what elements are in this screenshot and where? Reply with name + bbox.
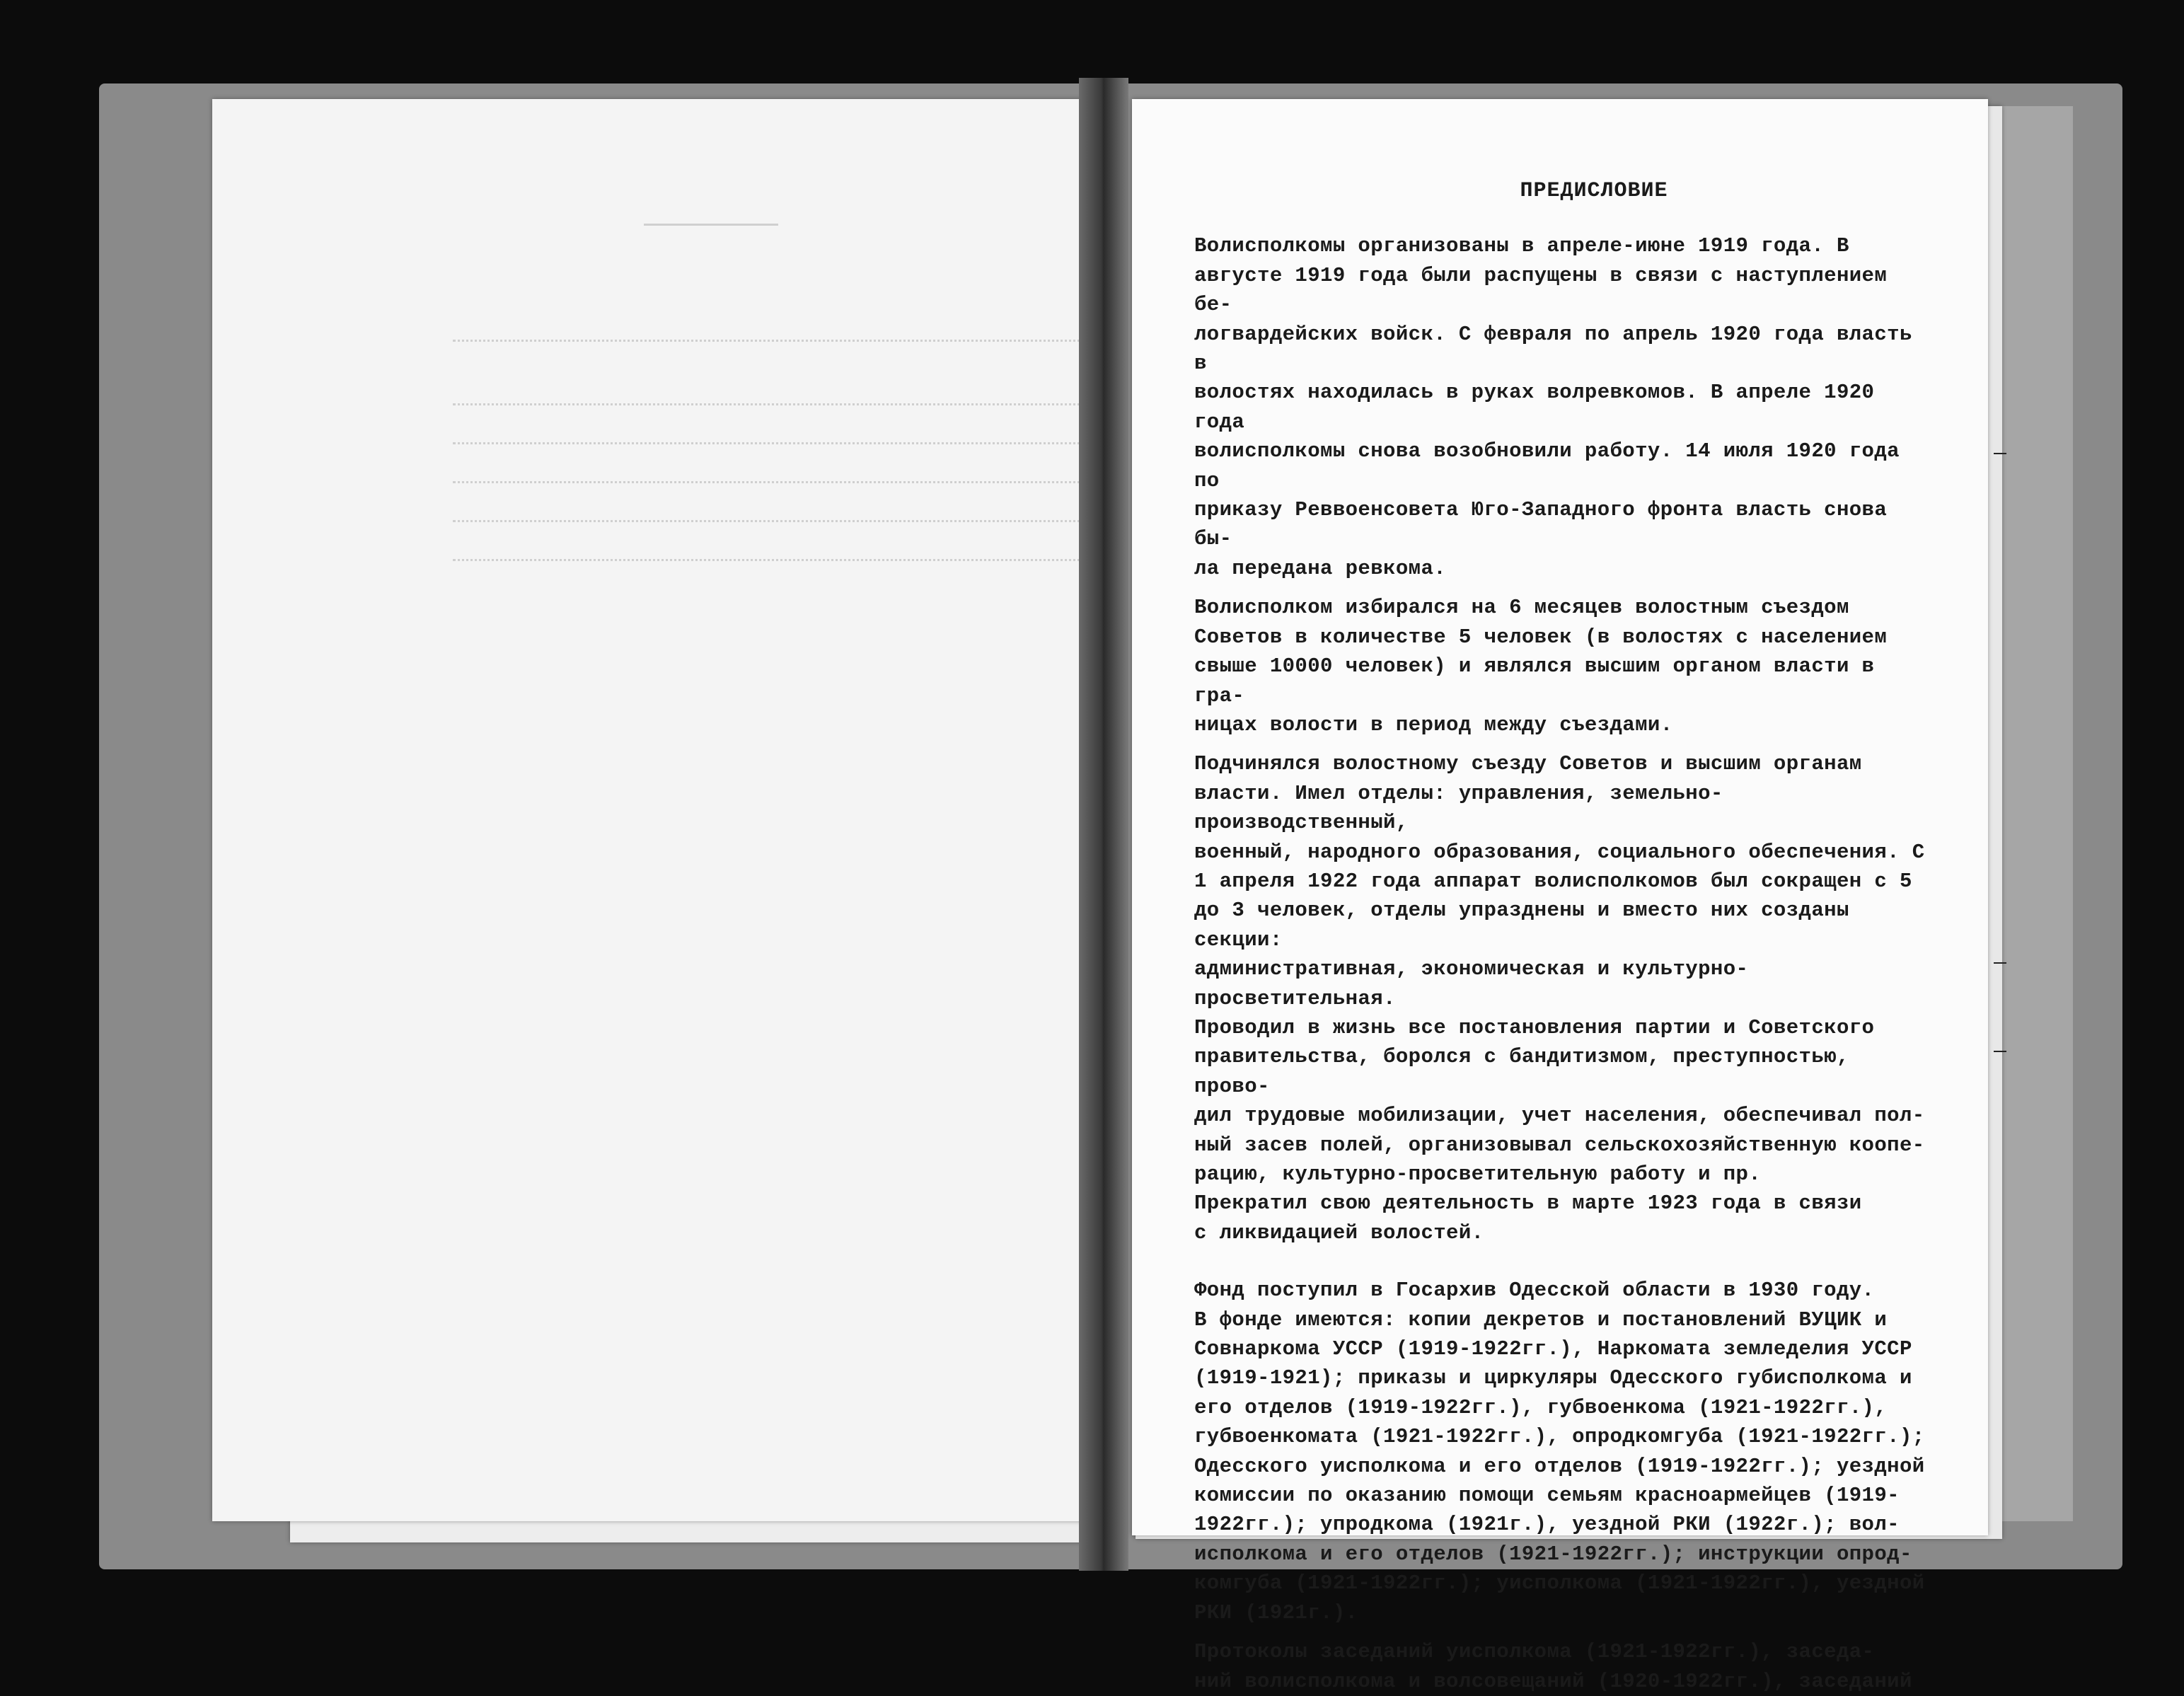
paragraph-4: Проводил в жизнь все постановления партии и Советского правительства, боролся с бандитизмом, преступностью, прово- дил трудовые мобилизации, учет населения, обеспечивал пол- ный засев полей, организовывал сельскохозяйственную коопе- рацию, культурно-просветительную работу и пр.: [1194, 1015, 1925, 1186]
bleed-through-row: [453, 311, 1090, 342]
paragraph-8: Протоколы заседаний уисполкома (1921-1922гг.), заседа- ний волисполкома и волсовещаний (1920-1922гг.), заседаний: [1194, 1640, 1912, 1693]
bleed-through-row: [453, 531, 1090, 561]
bleed-through-row: [453, 492, 1090, 522]
margin-tick: [1994, 1051, 2006, 1052]
margin-tick: [1994, 962, 2006, 964]
preface-text-block: [1194, 177, 1937, 1696]
bleed-through-row: [453, 375, 1090, 405]
bleed-through-row: [453, 453, 1090, 483]
margin-tick: [1994, 453, 2006, 454]
paragraph-5: Прекратил свою деятельность в марте 1923 года в связи с ликвидацией волостей.: [1194, 1192, 1862, 1245]
page-title: ПРЕДИСЛОВИЕ: [1520, 179, 1668, 203]
paragraph-7: В фонде имеются: копии декретов и постановлений ВУЦИК и Совнаркома УССР (1919-1922гг.), Наркомата земледелия УССР (1919-1921); приказы и циркуляры Одесского губисполкома и его отделов (1919-1922гг.), губвоенкома (1921-1922гг.), губвоенкомата (1921-1922гг.), опродкомгуба (1921-1922гг.); Одесского уисполкома и его отделов (1919-1922гг.); уездной комиссии по оказанию помощи семьям красноармейцев (1919- 1922гг.); упродкома (1921г.), уездной РКИ (1922г.); вол- исполкома и его отделов (1921-1922гг.); инструкции опрод- комгуба (1921-1922гг.); уисполкома (1921-1922гг.), уездной РКИ (1921г.).: [1194, 1308, 1925, 1625]
paragraph-6: Фонд поступил в Госархив Одесской области в 1930 году.: [1194, 1279, 1875, 1303]
book-spine: [1079, 78, 1128, 1571]
bleed-through-heading: [644, 205, 778, 226]
paragraph-1: Волисполкомы организованы в апреле-июне 1919 года. В августе 1919 года были распущены в связи с наступлением бе- логвардейских войск. С февраля по апрель 1920 года власть в волостях находилась в руках волревкомов. В апреле 1920 года волисполкомы снова возобновили работу. 14 июля 1920 года по приказу Реввоенсовета Юго-Западного фронта власть снова бы- ла передана ревкома.: [1194, 234, 1912, 580]
bleed-through-row: [453, 414, 1090, 444]
paragraph-2: Волисполком избирался на 6 месяцев волостным съездом Советов в количестве 5 человек (в волостях с населением свыше 10000 человек) и являлся высшим органом власти в гра- ницах волости в период между съездами.: [1194, 596, 1888, 737]
paragraph-3: Подчинялся волостному съезду Советов и высшим органам власти. Имел отделы: управления, земельно-производственный, военный, народного образования, социального обеспечения. С 1 апреля 1922 года аппарат волисполкомов был сокращен с 5 до 3 человек, отделы упразднены и вместо них созданы секции: административная, экономическая и культурно-просветительная.: [1194, 752, 1925, 1010]
